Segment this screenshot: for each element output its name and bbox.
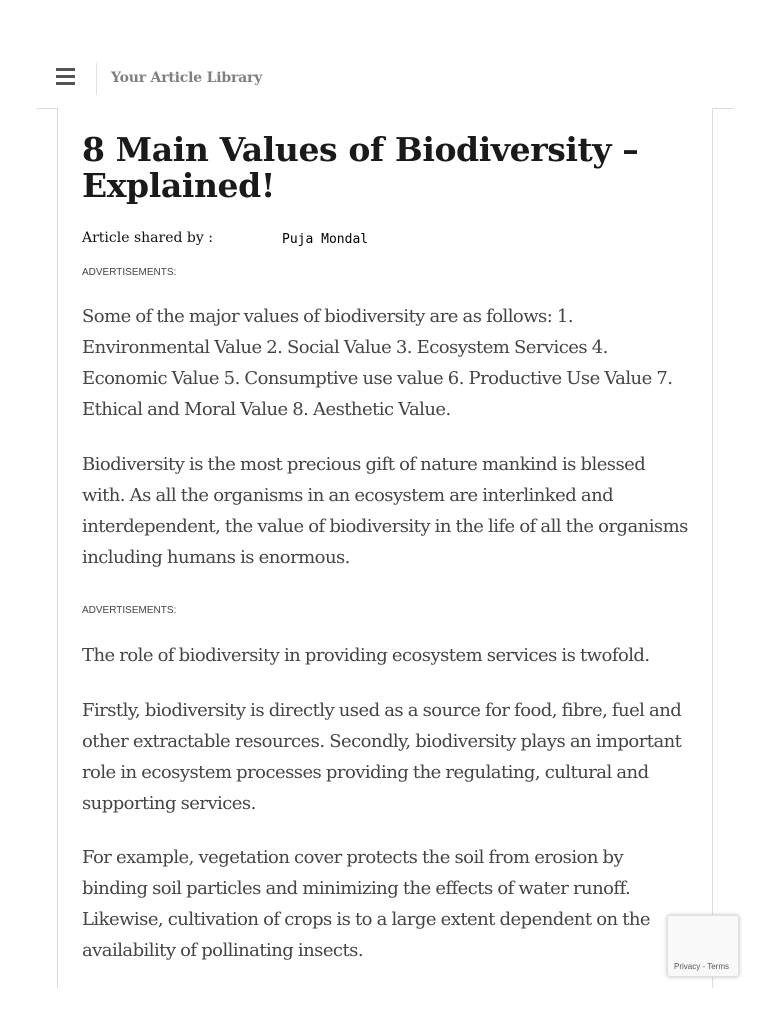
privacy-link[interactable]: Privacy bbox=[674, 962, 701, 971]
article-paragraph: The role of biodiversity in providing ecosystem services is twofold. bbox=[82, 645, 650, 666]
article-paragraph: Firstly, biodiversity is directly used as a source for food, fibre, fuel and other extractable resources. Secondly, biodiversity plays an important role in ecosystem processes providing the regulating, cultural and supporting services. bbox=[82, 700, 682, 814]
author-name: Puja Mondal bbox=[282, 232, 369, 247]
advertisement-label: ADVERTISEMENTS: bbox=[82, 605, 177, 616]
article-paragraph: Biodiversity is the most precious gift of nature mankind is blessed with. As all the organisms in an ecosystem are interlinked and interdependent, the value of biodiversity in the life of all the organisms including humans is enormous. bbox=[82, 454, 688, 568]
article-title: 8 Main Values of Biodiversity – Explained! bbox=[82, 130, 639, 205]
site-title-link[interactable]: Your Article Library bbox=[111, 70, 263, 86]
link-separator: - bbox=[700, 962, 708, 971]
advertisement-label: ADVERTISEMENTS: bbox=[82, 267, 177, 278]
article-card bbox=[57, 108, 713, 988]
site-header bbox=[36, 48, 733, 109]
terms-link[interactable]: Terms bbox=[707, 962, 729, 971]
article-paragraph: For example, vegetation cover protects the soil from erosion by binding soil particles and minimizing the effects of water runoff. Likewise, cultivation of crops is to a large extent dependent on the availability of pollinating insects. bbox=[82, 847, 651, 961]
recaptcha-badge[interactable] bbox=[667, 915, 739, 977]
hamburger-menu-icon[interactable] bbox=[56, 68, 75, 86]
byline-label: Article shared by : bbox=[82, 230, 213, 246]
article-paragraph: Some of the major values of biodiversity are as follows: 1. Environmental Value 2. Social Value 3. Ecosystem Services 4. Economic Value 5. Consumptive use value 6. Productive Use Value 7. Ethical and Moral Value 8. Aesthetic Value. bbox=[82, 306, 673, 420]
header-divider bbox=[96, 63, 97, 95]
recaptcha-links bbox=[674, 962, 729, 971]
